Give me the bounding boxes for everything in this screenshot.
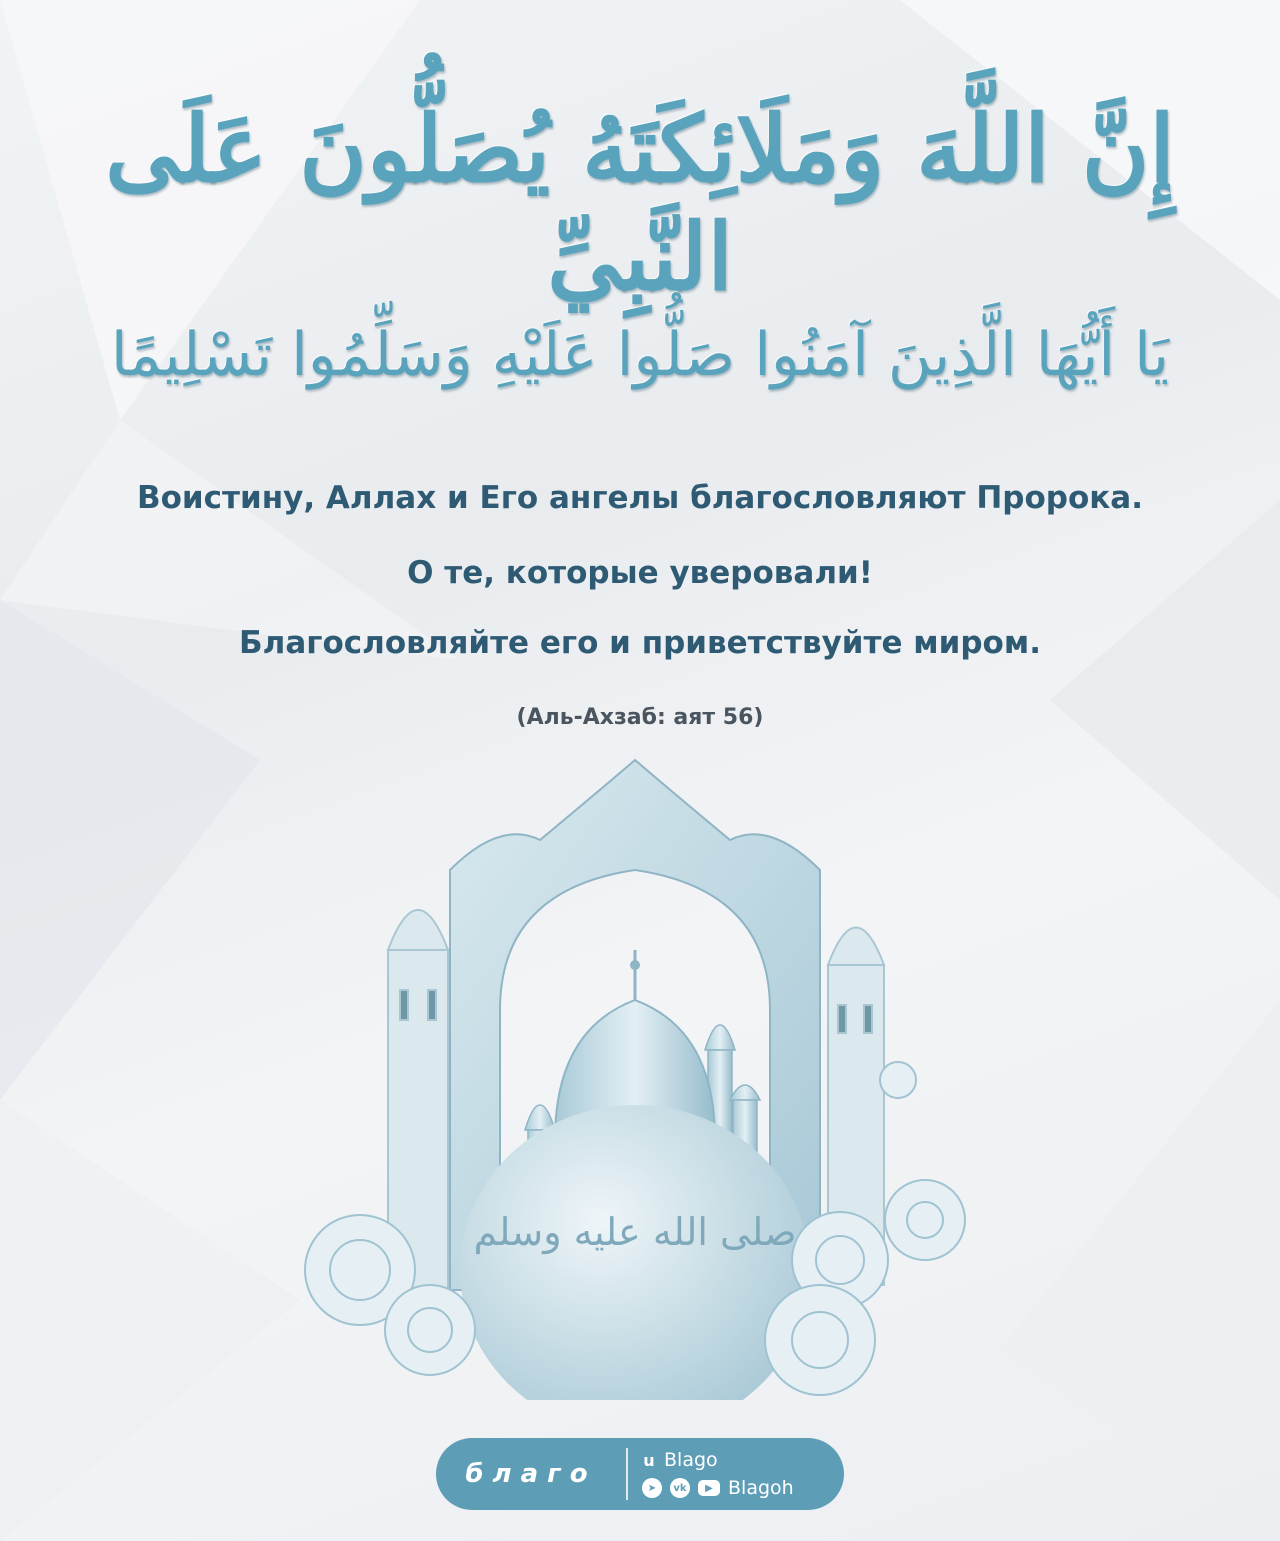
dome-calligraphy: صلى الله عليه وسلم: [473, 1210, 797, 1254]
arabic-verse-line-2: يَا أَيُّهَا الَّذِينَ آمَنُوا صَلُّوا عَلَيْهِ وَسَلِّمُوا تَسْلِيمًا: [110, 320, 1170, 390]
translation-line-3: Благословляйте его и приветствуйте миром.: [239, 625, 1041, 661]
translation-line-1: Воистину, Аллах и Его ангелы благословляют Пророка.: [136, 480, 1143, 516]
telegram-icon: ➤: [642, 1478, 662, 1498]
u-icon: u: [643, 1450, 655, 1470]
youtube-icon: ▶: [698, 1480, 720, 1496]
translation-line-2: О те, которые уверовали!: [407, 555, 873, 591]
channel-row-2[interactable]: [642, 1477, 794, 1499]
mosque-illustration: [300, 750, 1000, 1400]
blago-logo[interactable]: благо: [465, 1459, 597, 1489]
footer-branding-bar: [436, 1438, 844, 1510]
arabic-verse-line-1: إِنَّ اللَّهَ وَمَلَائِكَتَهُ يُصَلُّونَ عَلَى النَّبِيِّ: [105, 95, 1175, 311]
channel-name-1: Blago: [664, 1449, 718, 1471]
channel-row-1[interactable]: [642, 1449, 794, 1471]
verse-reference: (Аль-Ахзаб: аят 56): [516, 705, 764, 730]
channel-name-2: Blagoh: [728, 1477, 794, 1499]
vk-icon: vk: [670, 1478, 690, 1498]
social-channels: [628, 1449, 794, 1499]
